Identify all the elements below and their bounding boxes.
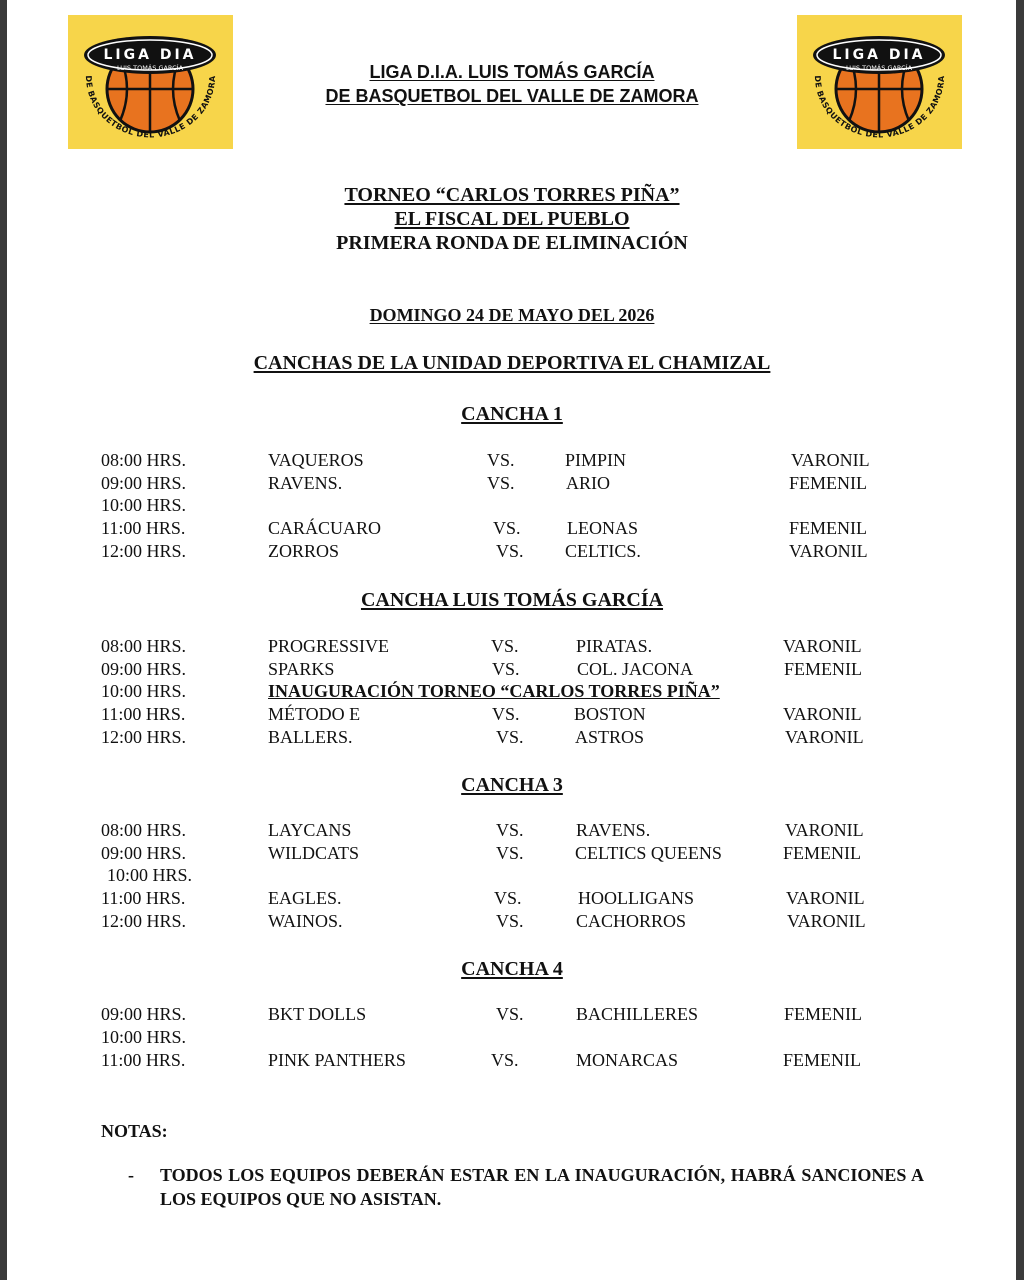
game-row (0, 887, 1024, 910)
away-team: PIMPIN (565, 450, 627, 470)
home-team: WAINOS. (268, 911, 343, 931)
away-team: COL. JACONA (577, 659, 694, 679)
category-label: VARONIL (785, 820, 864, 840)
venue-title: CANCHAS DE LA UNIDAD DEPORTIVA EL CHAMIZAL (253, 352, 771, 374)
game-row (0, 449, 1024, 472)
tournament-header (0, 183, 1024, 255)
inauguration-event: INAUGURACIÓN TORNEO “CARLOS TORRES PIÑA” (268, 681, 720, 701)
game-time: 12:00 HRS. (101, 541, 187, 561)
versus-label: VS. (496, 727, 524, 747)
home-team: BALLERS. (268, 727, 353, 747)
versus-label: VS. (491, 1050, 519, 1070)
versus-label: VS. (487, 450, 515, 470)
away-team: ARIO (566, 473, 610, 493)
home-team: EAGLES. (268, 888, 342, 908)
game-time: 08:00 HRS. (101, 636, 187, 656)
event-date: DOMINGO 24 DE MAYO DEL 2026 (369, 305, 655, 325)
home-team: VAQUEROS (268, 450, 364, 470)
league-name-line2: DE BASQUETBOL DEL VALLE DE ZAMORA (325, 86, 699, 106)
category-label: VARONIL (791, 450, 870, 470)
home-team: PINK PANTHERS (268, 1050, 406, 1070)
game-row (0, 658, 1024, 681)
away-team: PIRATAS. (576, 636, 653, 656)
home-team: BKT DOLLS (268, 1004, 367, 1024)
versus-label: VS. (496, 541, 524, 561)
category-label: FEMENIL (789, 473, 867, 493)
game-row (0, 1003, 1024, 1026)
home-team: ZORROS (268, 541, 340, 561)
game-row (0, 819, 1024, 842)
game-row (0, 842, 1024, 865)
court-title: CANCHA 3 (461, 774, 563, 796)
game-row (0, 517, 1024, 540)
versus-label: VS. (492, 704, 520, 724)
game-row (0, 864, 1024, 887)
game-row (0, 680, 1024, 703)
court-title: CANCHA 4 (461, 958, 563, 980)
tournament-title: TORNEO “CARLOS TORRES PIÑA” (344, 184, 680, 206)
versus-label: VS. (496, 820, 524, 840)
category-label: VARONIL (785, 727, 864, 747)
game-time: 10:00 HRS. (107, 865, 193, 885)
svg-text:LIGA DIA: LIGA DIA (103, 47, 197, 63)
game-time: 09:00 HRS. (101, 659, 187, 679)
versus-label: VS. (496, 843, 524, 863)
svg-text:LUIS TOMÁS GARCÍA: LUIS TOMÁS GARCÍA (116, 64, 184, 72)
game-time: 11:00 HRS. (101, 888, 186, 908)
versus-label: VS. (493, 518, 521, 538)
game-time: 09:00 HRS. (101, 843, 187, 863)
notes-title: NOTAS: (101, 1121, 168, 1141)
home-team: RAVENS. (268, 473, 343, 493)
game-time: 08:00 HRS. (101, 450, 187, 470)
category-label: FEMENIL (783, 1050, 861, 1070)
category-label: VARONIL (789, 541, 868, 561)
game-row (0, 540, 1024, 563)
away-team: BOSTON (574, 704, 646, 724)
game-time: 09:00 HRS. (101, 1004, 187, 1024)
home-team: MÉTODO E (268, 704, 361, 724)
svg-text:LIGA DIA: LIGA DIA (832, 47, 926, 63)
category-label: FEMENIL (783, 843, 861, 863)
court-title: CANCHA LUIS TOMÁS GARCÍA (360, 589, 664, 611)
svg-text:DE BASQUETBOL DEL VALLE DE ZAM: DE BASQUETBOL DEL VALLE DE ZAMORA (83, 75, 218, 140)
note-text: TODOS LOS EQUIPOS DEBERÁN ESTAR EN LA INAUGURACIÓN, HABRÁ SANCIONES A LOS EQUIPOS QUE NO ASISTAN. (160, 1165, 924, 1209)
category-label: VARONIL (783, 704, 862, 724)
svg-text:LUIS TOMÁS GARCÍA: LUIS TOMÁS GARCÍA (845, 64, 913, 72)
game-time: 11:00 HRS. (101, 1050, 186, 1070)
away-team: RAVENS. (576, 820, 651, 840)
game-row (0, 703, 1024, 726)
game-row (0, 1049, 1024, 1072)
home-team: PROGRESSIVE (268, 636, 390, 656)
game-time: 10:00 HRS. (101, 495, 187, 515)
versus-label: VS. (487, 473, 515, 493)
game-row (0, 1026, 1024, 1049)
home-team: SPARKS (268, 659, 335, 679)
tournament-subtitle: EL FISCAL DEL PUEBLO (394, 208, 630, 230)
game-time: 11:00 HRS. (101, 518, 186, 538)
category-label: FEMENIL (784, 659, 862, 679)
category-label: VARONIL (783, 636, 862, 656)
away-team: BACHILLERES (576, 1004, 699, 1024)
versus-label: VS. (496, 1004, 524, 1024)
away-team: ASTROS (575, 727, 645, 747)
game-row (0, 472, 1024, 495)
svg-text:DE BASQUETBOL DEL VALLE DE ZAM: DE BASQUETBOL DEL VALLE DE ZAMORA (812, 75, 947, 140)
game-row (0, 494, 1024, 517)
away-team: CELTICS QUEENS (575, 843, 722, 863)
tournament-round: PRIMERA RONDA DE ELIMINACIÓN (336, 232, 688, 254)
category-label: FEMENIL (784, 1004, 862, 1024)
category-label: VARONIL (786, 888, 865, 908)
away-team: LEONAS (567, 518, 638, 538)
game-time: 10:00 HRS. (101, 1027, 187, 1047)
league-name-line1: LIGA D.I.A. LUIS TOMÁS GARCÍA (369, 62, 655, 82)
category-label: VARONIL (787, 911, 866, 931)
home-team: CARÁCUARO (268, 518, 382, 538)
game-time: 12:00 HRS. (101, 727, 187, 747)
away-team: HOOLLIGANS (578, 888, 694, 908)
home-team: LAYCANS (268, 820, 352, 840)
game-row (0, 635, 1024, 658)
note-bullet: - (128, 1165, 134, 1185)
game-time: 09:00 HRS. (101, 473, 187, 493)
versus-label: VS. (491, 636, 519, 656)
away-team: MONARCAS (576, 1050, 679, 1070)
game-time: 10:00 HRS. (101, 681, 187, 701)
versus-label: VS. (496, 911, 524, 931)
category-label: FEMENIL (789, 518, 867, 538)
away-team: CELTICS. (565, 541, 641, 561)
home-team: WILDCATS (268, 843, 359, 863)
game-row (0, 726, 1024, 749)
game-time: 08:00 HRS. (101, 820, 187, 840)
away-team: CACHORROS (576, 911, 687, 931)
court-title: CANCHA 1 (461, 403, 563, 425)
versus-label: VS. (492, 659, 520, 679)
game-row (0, 910, 1024, 933)
versus-label: VS. (494, 888, 522, 908)
game-time: 12:00 HRS. (101, 911, 187, 931)
game-time: 11:00 HRS. (101, 704, 186, 724)
league-header (0, 60, 1024, 108)
